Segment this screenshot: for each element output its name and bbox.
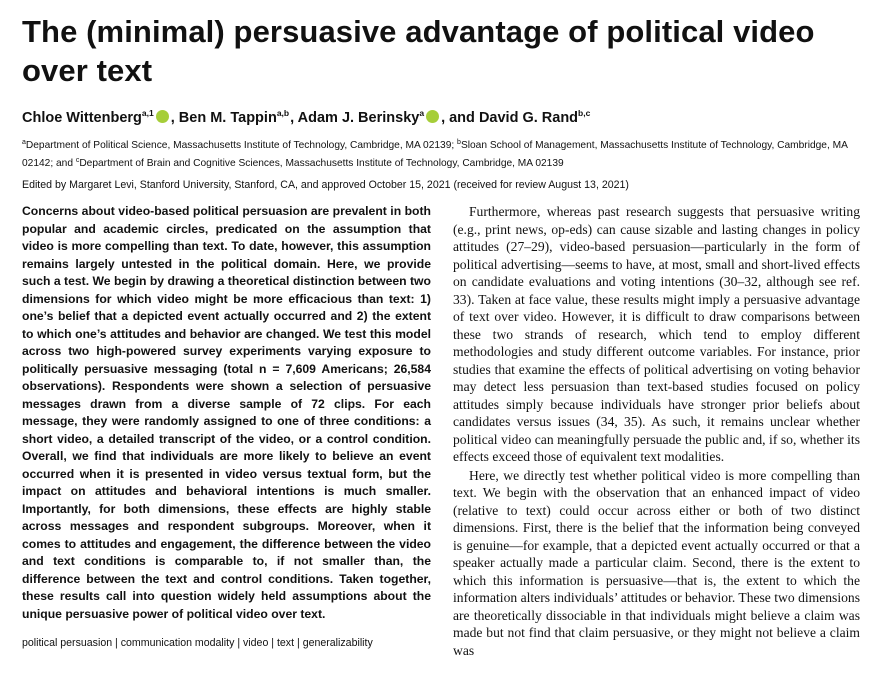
author <box>179 110 298 126</box>
author-separator: , <box>170 110 179 126</box>
editor-note: Edited by Margaret Levi, Stanford University, Stanford, CA, and approved October 15, 2021 (received for review August 13, 2021) <box>22 179 629 191</box>
author-name: David G. Rand <box>478 110 579 126</box>
affiliation-marker: b <box>457 139 461 146</box>
author-list <box>22 103 862 128</box>
author-separator: , <box>290 110 298 126</box>
author-name: Adam J. Berinsky <box>297 110 420 126</box>
author-name: Chloe Wittenberg <box>22 110 142 126</box>
author <box>298 110 479 126</box>
affiliation-text: Sloan School of Management, Massachusetts Institute of Technology, Cambridge, MA 02142; and <box>22 140 848 169</box>
author <box>479 110 591 126</box>
orcid-icon[interactable] <box>156 110 169 123</box>
body-paragraph: Furthermore, whereas past research suggests that persuasive writing (e.g., print news, op-eds) can cause sizable and lasting changes in policy attitudes (27–29), video-based persuasion—particularly in the form of political advertising—seems to have, at most, small and short-lived effects on candidate evaluations and voting intentions (30–32, although see ref. 33). Taken at face value, these results might imply a persuasive advantage of text over video. However, it is difficult to draw comparisons between these two strands of research, which tend to employ different methodologies and study different outcome variables. For instance, prior studies that examine the effects of political advertising on voting behavior may detect less persuasion than text-based studies focused on policy attitudes simply because individuals have stronger prior beliefs about candidates versus issues (34, 35). As such, it remains unclear whether political video can meaningfully persuade the public and, if so, whether its effects exceed those of equivalent text modalities. <box>453 204 860 464</box>
author-affiliation-marker: b,c <box>578 108 591 118</box>
affiliation-marker: c <box>75 156 80 164</box>
author-name: Ben M. Tappin <box>178 110 277 126</box>
abstract: Concerns about video-based political persuasion are prevalent in both popular and academic circles, predicated on the assumption that video is more compelling than text. To date, however, this assumption remains largely untested in the political domain. Here, we provide such a test. We begin by drawing a theoretical distinction between two dimensions for which video might be more efficacious than text: 1) one’s belief that a depicted event actually occurred and 2) the extent to which one’s attitudes and behavior are changed. We test this model across two high-powered survey experiments varying exposure to politically persuasive messaging (total n = 7,609 Americans; 26,584 observations). Respondents were shown a selection of persuasive messages drawn from a diverse sample of 72 clips. For each message, they were randomly assigned to one of three conditions: a short video, a detailed transcript of the video, or a control condition. Overall, we find that individuals are more likely to believe an event occurred when it is presented in video versus textual form, but the impact on attitudes and behavioral intentions is much smaller. Importantly, for both dimensions, these effects are highly stable across messages and respondent subgroups. Moreover, when it comes to attitudes and engagement, the difference between the video and text conditions is comparable to, if not smaller than, the difference between the text and control conditions. Taken together, these results call into question widely held assumptions about the unique persuasive power of political video over text. <box>22 204 431 621</box>
author-affiliation-marker: a <box>419 108 425 118</box>
body-text-column <box>453 203 860 659</box>
paper-title: The (minimal) persuasive advantage of political video over text <box>22 14 815 88</box>
affiliation-text: Department of Political Science, Massachusetts Institute of Technology, Cambridge, MA 02139; <box>25 140 458 151</box>
author <box>22 110 179 126</box>
author-separator: , and <box>441 110 479 126</box>
orcid-icon[interactable] <box>426 110 439 123</box>
keywords: political persuasion | communication modality | video | text | generalizability <box>22 637 373 649</box>
author-affiliation-marker: a,1 <box>141 108 154 118</box>
affiliations <box>22 136 862 171</box>
affiliation-marker: a <box>22 139 26 146</box>
body-paragraph: Here, we directly test whether political video is more compelling than text. We begin with the observation that an enhanced impact of video (relative to text) could occur across either or both of two distinct dimensions. First, there is the belief that the information being conveyed is genuine—for example, that a depicted event actually occurred or that a speaker actually made a particular claim. Second, there is the extent to which this information is persuasive—that is, the extent to which the information alters individuals’ attitudes or behavior. These two dimensions are theoretically dissociable in that individuals might believe a claim was made but not find that claim persuasive, or they might not believe a claim was <box>453 467 860 658</box>
author-affiliation-marker: a,b <box>276 108 290 118</box>
affiliation-text: Department of Brain and Cognitive Sciences, Massachusetts Institute of Technology, Cambridge, MA 02139 <box>79 157 564 169</box>
